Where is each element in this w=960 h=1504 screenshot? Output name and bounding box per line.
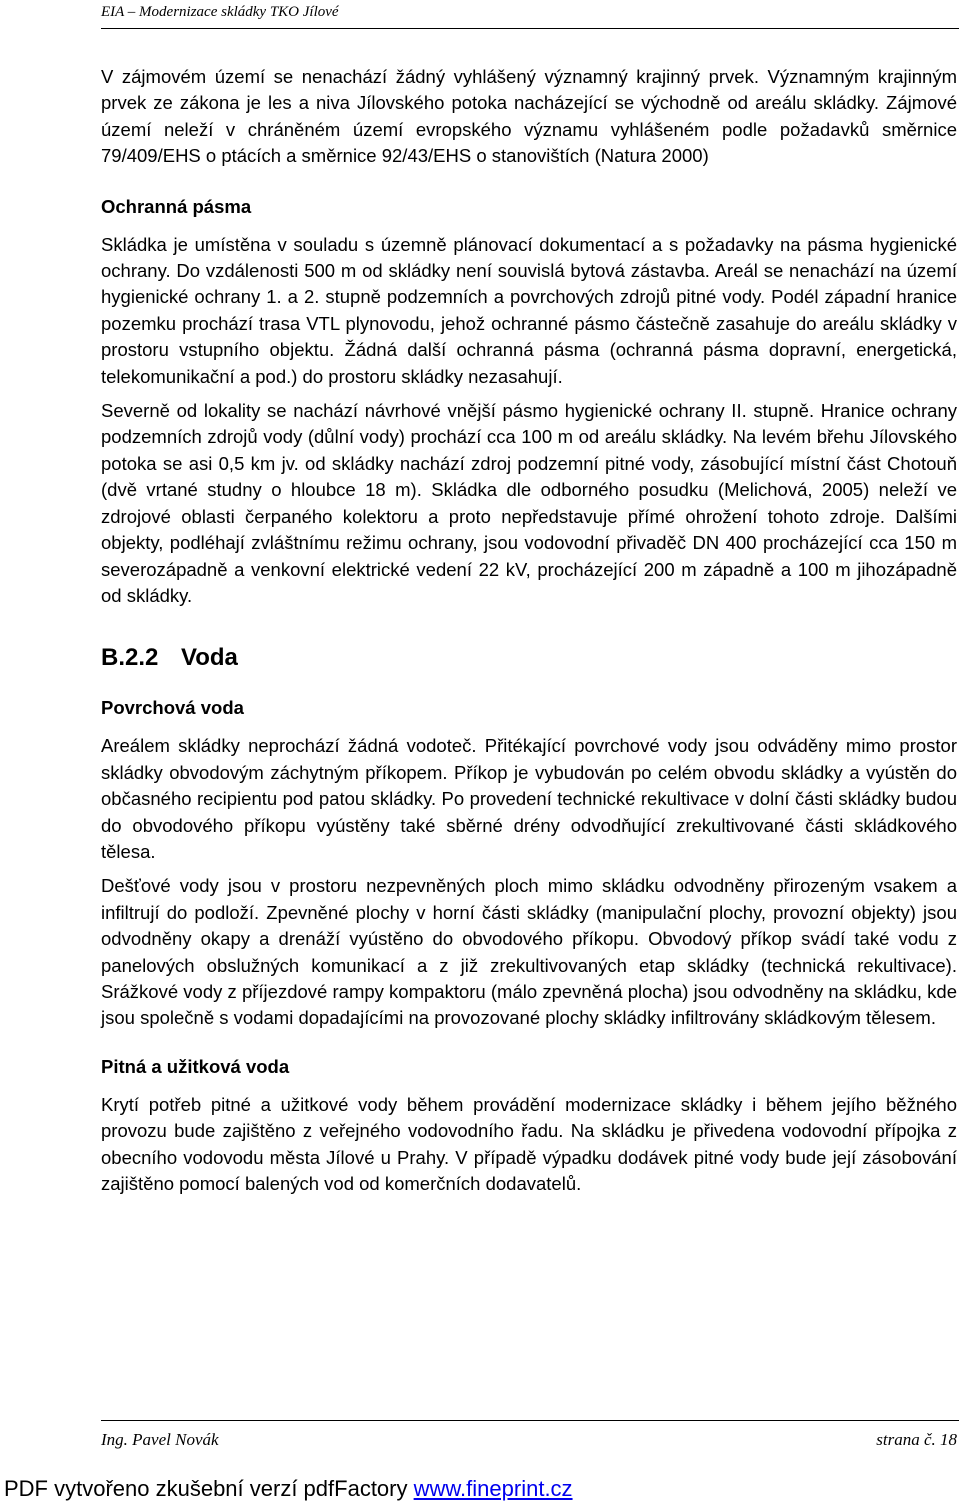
heading-povrchova-voda: Povrchová voda (101, 697, 244, 719)
paragraph-destove-vody: Dešťové vody jsou v prostoru nezpevněných ploch mimo skládku odvodněny přirozeným vsakem a infiltrují do podloží. Zpevněné plochy v horní části skládky (manipulační plochy, provozní objekty) jsou odvodněny okapy a drenáží vyústěno do obvodového příkopu. Obvodový příkop svádí také vodu z panelových obslužných komunikací a z již zrekultivovaných etap skládky (technická rekultivace). Srážkové vody z příjezdové rampy kompaktoru (málo zpevněná plocha) jsou odvodněny na skládku, kde jsou společně s vodami dopadajícími na provozované plochy skládky infiltrovány skládkovým tělesem. (101, 875, 957, 1029)
pdf-notice-text: PDF vytvořeno zkušební verzí pdfFactory (4, 1476, 414, 1501)
heading-ochranna-pasma: Ochranná pásma (101, 195, 252, 217)
section-title: Voda (181, 644, 238, 672)
header-title: EIA – Modernizace skládky TKO Jílové (101, 4, 339, 20)
fineprint-link[interactable]: www.fineprint.cz (413, 1476, 573, 1501)
footer-author: Ing. Pavel Novák (101, 1430, 219, 1449)
page-header (101, 2, 959, 29)
footer-page-number: strana č. 18 (876, 1430, 957, 1449)
heading-pitna-voda: Pitná a užitková voda (101, 1055, 290, 1077)
paragraph-hygienicka-ochrana: Severně od lokality se nachází návrhové vnější pásmo hygienické ochrany II. stupně. Hranice ochrany podzemních zdrojů vody (důlní vody) prochází cca 100 m od areálu skládky. Na levém břehu Jílovského potoka se asi 0,5 km jv. od skládky nachází zdroj podzemní pitné vody, zásobující místní část Chotouň (dvě vrtané studny o hloubce 18 m). Skládka dle odborného posudku (Melichová, 2005) neleží ve zdrojové oblasti čerpaného kolektoru a proto nepředstavuje přímé ohrožení tohoto zdroje. Dalšími objekty, podléhají zvláštnímu režimu ochrany, jsou vodovodní přivaděč DN 400 procházející cca 150 m severozápadně a venkovní elektrické vedení 22 kV, procházející 200 m západně a 100 m jihozápadně od skládky. (101, 400, 957, 606)
paragraph-pitna-voda: Krytí potřeb pitné a užitkové vody během provádění modernizace skládky i během jejího běžného provozu bude zajištěno z veřejného vodovodního řadu. Na skládku je přivedena vodovodní přípojka z obecního vodovodu města Jílové u Prahy. V případě výpadku dodávek pitné vody bude její zásobování zajištěno pomocí balených vod od komerčních dodavatelů. (101, 1093, 957, 1194)
paragraph-ochranna-pasma: Skládka je umístěna v souladu s územně plánovací dokumentací a s požadavky na pásma hygienické ochrany. Do vzdálenosti 500 m od skládky není souvislá bytová zástavba. Areál se nenachází na území hygienické ochrany 1. a 2. stupně podzemních a povrchových zdrojů pitné vody. Podél západní hranice pozemku prochází trasa VTL plynovodu, jehož ochranné pásmo částečně zasahuje do areálu skládky v prostoru vstupního objektu. Žádná další ochranná pásma (ochranná pásma dopravní, energetická, telekomunikační a pod.) do prostoru skládky nezasahují. (101, 233, 957, 387)
paragraph-krajinny-prvek: V zájmovém území se nenachází žádný vyhlášený významný krajinný prvek. Významným krajinným prvek ze zákona je les a niva Jílovského potoka nacházející se východně od areálu skládky. Zájmové území neleží v chráněném území evropského významu vyhlášeném podle požadavků směrnice 79/409/EHS o ptácích a směrnice 92/43/EHS o stanovištích (Natura 2000) (101, 66, 957, 167)
section-heading-voda (101, 643, 957, 673)
paragraph-povrchova-voda: Areálem skládky neprochází žádná vodoteč. Přitékající povrchové vody jsou odváděny mimo prostor skládky obvodovým záchytným příkopem. Příkop je vybudován po celém obvodu skládky a vyústěn do občasného recipientu pod patou skládky. Po provedení technické rekultivace v dolní části skládky budou do obvodového příkopu vyústěny také sběrné drény odvodňující zrekultivované části skládkového tělesa. (101, 735, 957, 862)
page-footer (101, 1420, 959, 1450)
document-body (101, 64, 957, 1197)
pdf-trial-notice (4, 1475, 573, 1503)
section-number: B.2.2 (101, 644, 159, 672)
